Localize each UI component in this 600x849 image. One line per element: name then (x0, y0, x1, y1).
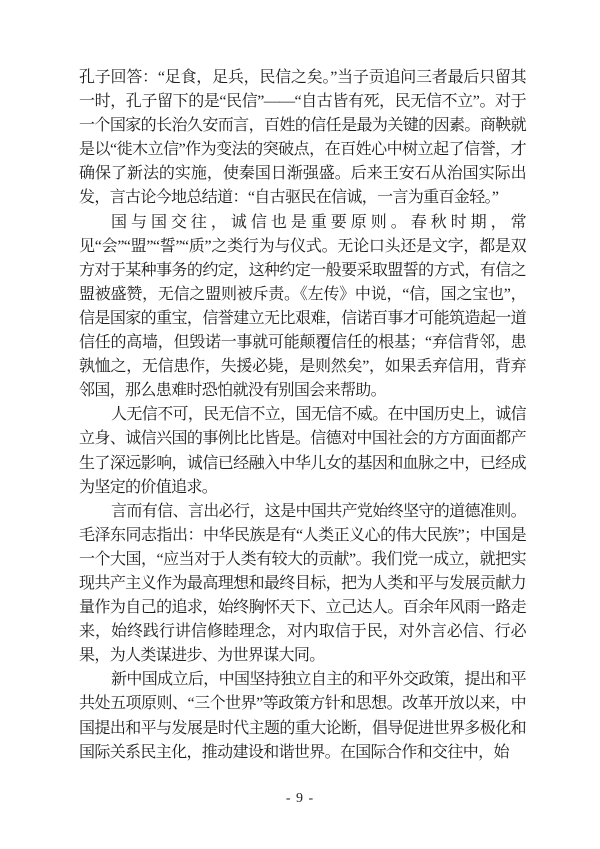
paragraph-4: 言而有信、言出必行，这是中国共产党始终坚守的道德准则。毛泽东同志指出：中华民族是有“人类正义心的伟大民族”；中国是一个大国，“应当对于人类有较大的贡献”。我们党一成立，就把实现共产主义作为最高理想和最终目标，把为人类和平与发展贡献力量作为自己的追求，始终胸怀天下、立己达人。百余年风雨一路走来，始终践行讲信修睦理念，对内取信于民，对外言必信、行必果，为人类谋进步、为世界谋大同。 (79, 502, 526, 665)
paragraph-3: 人无信不可，民无信不立，国无信不威。在中国历史上，诚信立身、诚信兴国的事例比比皆是。信德对中国社会的方方面面都产生了深远影响，诚信已经融入中华儿女的基因和血脉之中，已经成为坚定的价值追求。 (79, 406, 526, 496)
document-body (79, 66, 526, 765)
page-number: - 9 - (285, 791, 315, 806)
paragraph-1: 孔子回答：“足食，足兵，民信之矣。”当子贡追问三者最后只留其一时，孔子留下的是“民信”——“自古皆有死，民无信不立”。对于一个国家的长治久安而言，百姓的信任是最为关键的因素。商鞅就是以“徙木立信”作为变法的突破点，在百姓心中树立起了信誉，才确保了新法的实施，使秦国日渐强盛。后来王安石从治国实际出发，言古论今地总结道：“自古驱民在信诚，一言为重百金轻。” (79, 69, 526, 207)
paragraph-5: 新中国成立后，中国坚持独立自主的和平外交政策，提出和平共处五项原则、“三个世界”等政策方针和思想。改革开放以来，中国提出和平与发展是时代主题的重大论断，倡导促进世界多极化和国际关系民主化，推动建设和谐世界。在国际合作和交往中，始 (79, 671, 526, 761)
paragraph-2: 国与国交往，诚信也是重要原则。春秋时期，常见“会”“盟”“誓”“质”之类行为与仪式。无论口头还是文字，都是双方对于某种事务的约定，这种约定一般要采取盟誓的方式，有信之盟被盛赞，无信之盟则被斥责。《左传》中说，“信，国之宝也”，信是国家的重宝，信誉建立无比艰难，信诺百事才可能筑造起一道信任的高墙，但毁诺一事就可能颠覆信任的根基；“弃信背邻，患孰恤之，无信患作，失援必毙，是则然矣”，如果丢弃信用，背弃邻国，那么患难时恐怕就没有别国会来帮助。 (79, 213, 526, 400)
